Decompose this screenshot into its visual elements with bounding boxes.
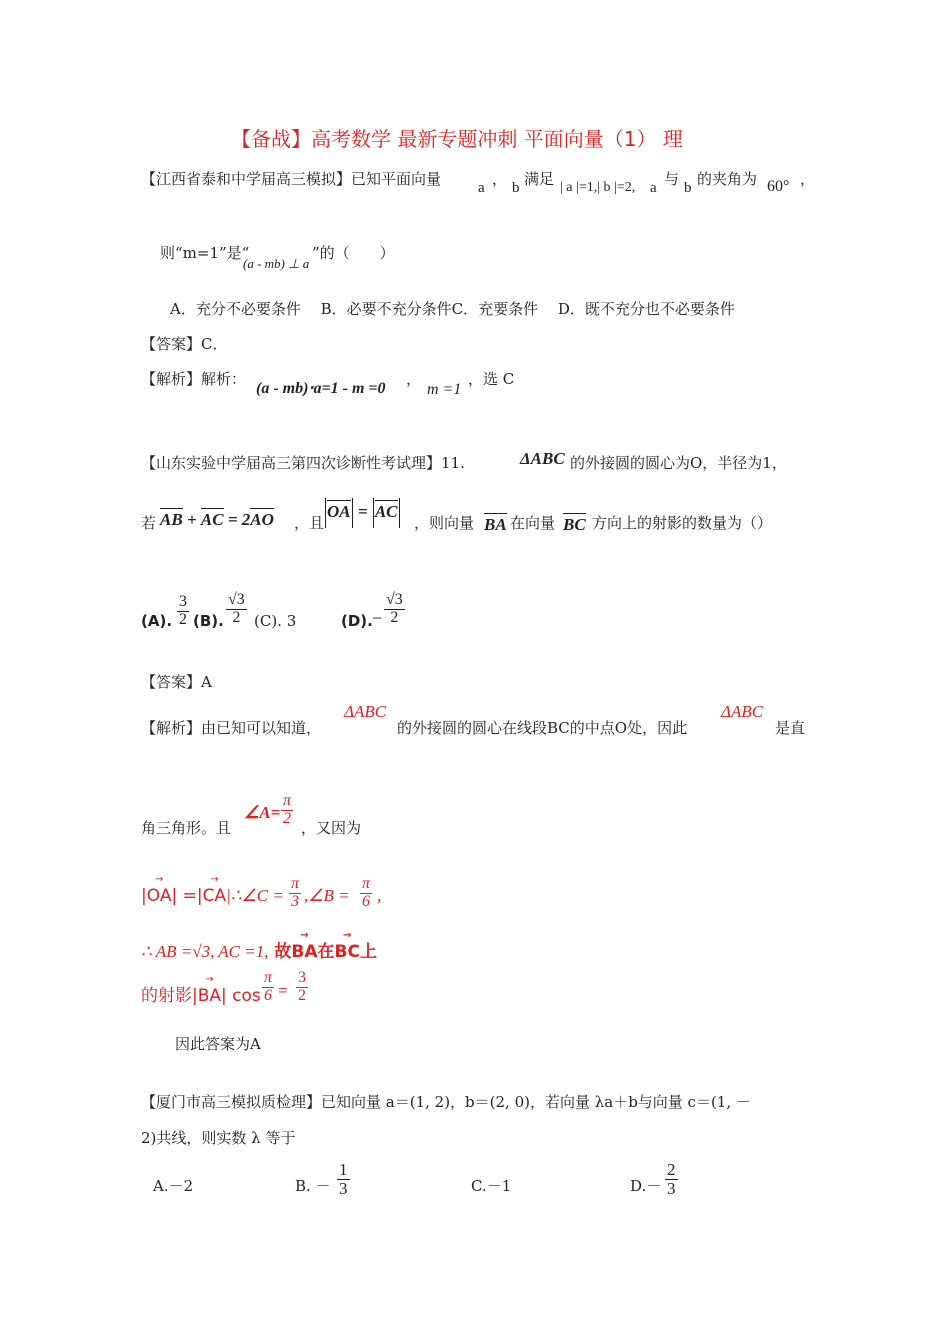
q1-analysis-comma: ，: [406, 370, 422, 388]
q3-opt-d-frac: [665, 1161, 678, 1198]
q1-end: ，: [800, 170, 816, 188]
q2-line2-angle: ∠A=: [244, 803, 281, 822]
page-title: 【备战】高考数学 最新专题冲刺 平面向量（1） 理: [231, 127, 683, 151]
vec-ba: [484, 515, 507, 535]
q2-opt-c: (C). 3: [254, 612, 297, 630]
q2-then: ，则向量: [414, 514, 475, 532]
frac-num: √3: [228, 591, 245, 608]
red-frac-cos: [262, 970, 274, 1005]
q3-opt-d: D.－: [630, 1177, 662, 1195]
frac-den: 2: [298, 986, 306, 1004]
red-line2: [141, 937, 377, 962]
q1-analysis-end: ，选 C: [468, 370, 515, 388]
q2-eq2: [324, 498, 401, 528]
q1-line2-post: ”的（ ）: [312, 244, 395, 262]
q1-satisfy: 满足: [524, 170, 555, 188]
vec-ca-red: → CA: [203, 886, 227, 906]
vec-ac: AC: [200, 510, 224, 529]
red-ab-ac: ∴ AB =√3, AC =1,: [141, 942, 269, 961]
q2-line2-post: ，又因为: [301, 819, 362, 837]
q1-condition: | a |=1,| b |=2,: [560, 180, 636, 195]
vec-ac2: AC: [374, 501, 398, 521]
q2-opt-a-frac: [177, 594, 189, 629]
q2-analysis-tri: ΔABC: [344, 702, 387, 721]
q1-angle: 60°: [767, 178, 790, 195]
abs-bar: [325, 498, 326, 528]
vec-ao: AO: [250, 510, 274, 529]
q3-opt-a: A.－2: [153, 1177, 194, 1195]
vec-oa: OA: [327, 501, 351, 521]
q3-opt-b-frac: [337, 1161, 350, 1198]
q2-opt-a: (A).: [141, 612, 173, 630]
red-in: 在: [317, 942, 335, 962]
q2-line2-pre: 角三角形。且: [141, 819, 232, 837]
red-frac-b: [360, 876, 372, 911]
frac-num: √3: [386, 591, 403, 608]
frac-den: 2: [390, 608, 399, 626]
q2-source: 【山东实验中学届高三第四次诊断性考试理】11.: [141, 454, 465, 472]
frac-num: 2: [667, 1160, 676, 1179]
red-frac-c: [289, 876, 301, 911]
abs-bar: [373, 498, 374, 528]
red-line1-end: ,: [377, 886, 382, 905]
q2-proj: 方向上的射影的数量为（）: [592, 514, 773, 532]
abs-bar: [399, 498, 400, 528]
red-mid: | =|: [171, 886, 203, 906]
q2-opt-d-minus: −: [372, 608, 383, 628]
q2-opt-d-frac: [384, 592, 405, 627]
red-cos: | cos: [221, 986, 261, 1006]
q2-opt-d: (D).: [341, 612, 373, 630]
abs-bar: |: [141, 886, 147, 906]
frac-num: 3: [179, 593, 187, 610]
red-proj-label: 的射影|: [141, 986, 198, 1006]
q3-opt-b: B. －: [295, 1177, 331, 1195]
vec-oa-red: → OA: [147, 886, 172, 906]
q2-in-vec: 在向量: [510, 514, 556, 532]
q3-line1: 【厦门市高三模拟质检理】已知向量 a＝(1, 2)，b＝(2, 0)，若向量 λa＋b与向量 c＝(1, －: [141, 1093, 751, 1111]
vec-bc: [563, 515, 586, 535]
abs-bar: [352, 498, 353, 528]
q1-vec-a2: a: [650, 180, 657, 196]
q1-analysis-expr2: m =1: [427, 381, 462, 398]
q2-and: ，且: [294, 514, 325, 532]
vec-ba-red: → BA: [291, 942, 317, 962]
red-line3: [141, 981, 261, 1006]
q1-analysis-expr1: (a - mb)⋅a=1 - m =0: [256, 380, 386, 397]
red-frac-result: [296, 970, 308, 1005]
frac-den: 2: [232, 608, 241, 626]
vec-bc-label: BC: [563, 515, 586, 534]
frac-den: 6: [362, 892, 370, 910]
red-line1: [141, 886, 284, 906]
q1-line2-expr: (a - mb) ⊥ a: [243, 256, 310, 271]
q1-answer: 【答案】C．: [141, 335, 228, 353]
red-angle-c: |∴∠C =: [226, 886, 284, 905]
q3-opt-c: C.－1: [471, 1177, 512, 1195]
vec-bc-red: → BC: [335, 942, 360, 962]
frac-num: π: [362, 875, 371, 892]
plus-sign: +: [182, 510, 201, 529]
vec-ba-red2: → BA: [198, 986, 221, 1006]
frac-num: π: [264, 969, 273, 986]
frac-den: 6: [264, 986, 272, 1004]
red-angle-b: ,∠B =: [304, 886, 350, 905]
red-eq: =: [278, 981, 288, 1000]
eq-sign: =: [353, 501, 372, 521]
frac-num: 1: [339, 1160, 348, 1179]
q2-opt-b: (B).: [193, 612, 224, 630]
frac-den: 3: [291, 892, 299, 910]
q1-with: 与: [664, 170, 680, 188]
frac-den: 3: [339, 1178, 348, 1198]
frac-den: 2: [283, 809, 291, 827]
q1-comma: ，: [492, 170, 508, 188]
q1-vec-b2: b: [684, 180, 692, 196]
q2-conclusion: 因此答案为A: [175, 1035, 261, 1053]
q2-if: 若: [141, 514, 157, 532]
frac-num: π: [291, 875, 300, 892]
red-therefore: 故: [268, 942, 292, 962]
q2-answer: 【答案】A: [141, 673, 212, 691]
q2-desc: 的外接圆的圆心为O，半径为1，: [570, 454, 787, 472]
q2-analysis-end: 是直: [775, 719, 806, 737]
q2-analysis-mid: 的外接圆的圆心在线段BC的中点O处，因此: [397, 719, 688, 737]
q1-angle-text: 的夹角为: [697, 170, 758, 188]
q2-opt-b-frac: [226, 592, 247, 627]
frac-den: 3: [667, 1178, 676, 1198]
frac-den: 2: [179, 610, 187, 628]
q2-line2-frac: [281, 793, 293, 828]
vec-ba-label: BA: [484, 515, 507, 534]
q1-source: 【江西省泰和中学届高三模拟】已知平面向量: [141, 170, 442, 188]
q1-line2-pre: 则“m=1”是“: [160, 244, 250, 262]
q2-eq1: [160, 510, 274, 530]
vec-ab: AB: [160, 510, 183, 529]
q1-vec-a: a: [478, 180, 485, 196]
red-on: 上: [359, 942, 377, 962]
eq-sign: = 2: [223, 510, 251, 529]
q1-options: A．充分不必要条件 B．必要不充分条件C．充要条件 D．既不充分也不必要条件: [170, 300, 735, 318]
q2-triangle: ΔABC: [520, 449, 565, 468]
q2-analysis-pre: 【解析】由已知可以知道，: [141, 719, 322, 737]
q1-analysis-label: 【解析】解析：: [141, 370, 247, 388]
q1-vec-b: b: [512, 180, 520, 196]
q3-line2: 2)共线，则实数 λ 等于: [141, 1129, 296, 1147]
q2-analysis-tri2: ΔABC: [721, 702, 764, 721]
frac-num: π: [283, 792, 292, 809]
frac-num: 3: [298, 969, 306, 986]
